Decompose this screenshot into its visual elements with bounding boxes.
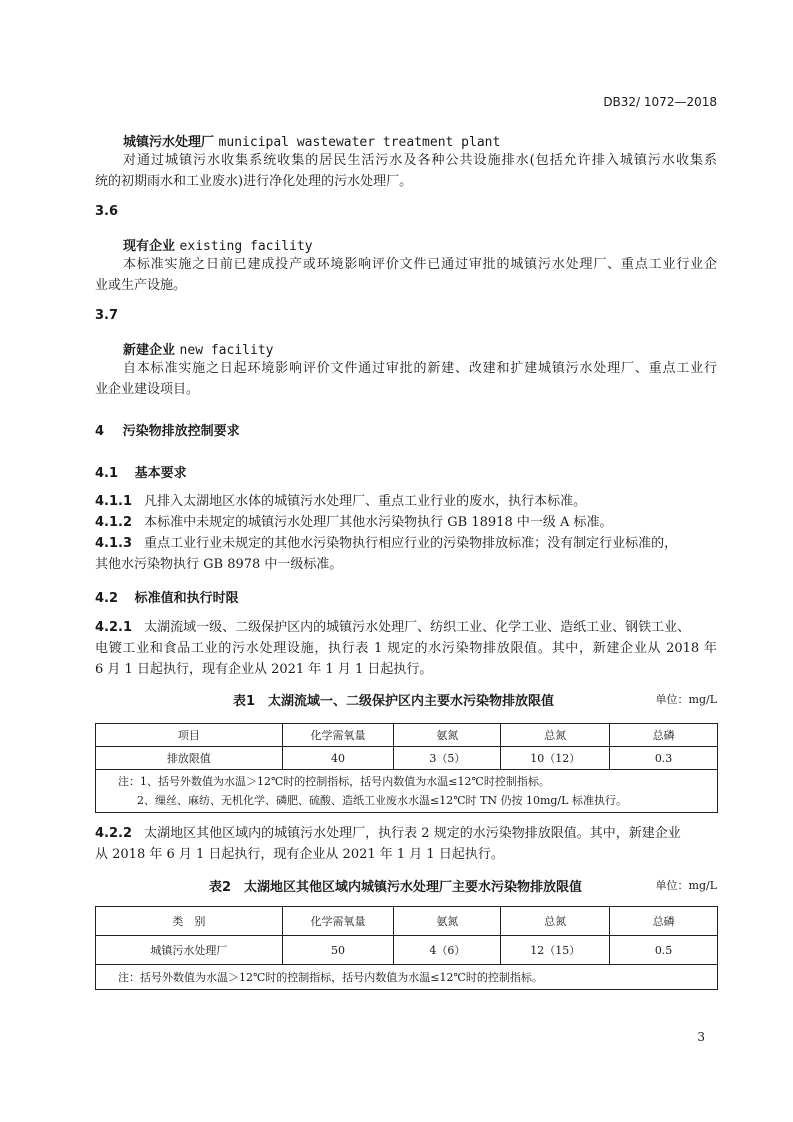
table-row bbox=[96, 747, 718, 770]
term-definition-line: 统的初期雨水和工业废水)进行净化处理的污水处理厂。 bbox=[95, 174, 413, 189]
table-header-cell: 总磷 bbox=[610, 724, 718, 747]
term-title-zh: 新建企业 bbox=[123, 343, 176, 358]
clause-text-line: 电镀工业和食品工业的污水处理设施，执行表 1 规定的水污染物排放限值。其中，新建企业从 2018 年 bbox=[95, 641, 717, 656]
table-cell: 4（6） bbox=[394, 936, 501, 965]
term-heading-existing-facility bbox=[123, 235, 313, 254]
term-title-zh: 城镇污水处理厂 bbox=[123, 135, 215, 150]
term-definition-line: 业企业建设项目。 bbox=[95, 382, 200, 397]
table-cell: 10（12） bbox=[501, 747, 610, 770]
clause-number: 3.7 bbox=[95, 308, 119, 323]
emission-limits-table-1 bbox=[95, 723, 718, 813]
table-header-cell: 总磷 bbox=[610, 907, 718, 936]
clause-paragraph bbox=[95, 617, 717, 638]
clause-text: 重点工业行业未规定的其他水污染物执行相应行业的污染物排放标准；没有制定行业标准的， bbox=[144, 536, 678, 551]
clause-text: 凡排入太湖地区水体的城镇污水处理厂、重点工业行业的废水，执行本标准。 bbox=[144, 494, 587, 509]
table-note-row bbox=[96, 965, 718, 990]
clause-text-line: 6 月 1 日起执行，现有企业从 2021 年 1 月 1 日起执行。 bbox=[95, 662, 433, 677]
table-cell: 40 bbox=[282, 747, 394, 770]
table-header-cell: 类 别 bbox=[96, 907, 283, 936]
clause-text-line: 从 2018 年 6 月 1 日起执行，现有企业从 2021 年 1 月 1 日起执行。 bbox=[95, 847, 504, 862]
table-cell: 城镇污水处理厂 bbox=[96, 936, 283, 965]
term-title-en: municipal wastewater treatment plant bbox=[218, 135, 501, 150]
table-header-cell: 化学需氧量 bbox=[282, 907, 394, 936]
term-title-en: new facility bbox=[179, 343, 274, 358]
clause-number: 4.1.1 bbox=[95, 494, 133, 509]
table-header-cell: 总氮 bbox=[501, 724, 610, 747]
subsection-heading bbox=[95, 462, 187, 481]
table-cell: 50 bbox=[282, 936, 394, 965]
term-definition-line: 业或生产设施。 bbox=[95, 278, 187, 293]
table-note: 注：括号外数值为水温＞12℃时的控制指标，括号内数值为水温≤12℃时的控制指标。 bbox=[96, 965, 718, 990]
table-header-cell: 氨氮 bbox=[394, 907, 501, 936]
clause-number: 4.1.3 bbox=[95, 536, 133, 551]
subsection-title: 标准值和执行时限 bbox=[134, 591, 239, 606]
term-title-zh: 现有企业 bbox=[123, 239, 176, 254]
section-number: 4 bbox=[95, 424, 105, 439]
section-heading bbox=[95, 420, 240, 439]
table-header-cell: 氨氮 bbox=[394, 724, 501, 747]
table-cell: 3（5） bbox=[394, 747, 501, 770]
clause-number: 4.1.2 bbox=[95, 515, 133, 530]
clause-text: 太湖流域一级、二级保护区内的城镇污水处理厂、纺织工业、化学工业、造纸工业、钢铁工业、 bbox=[144, 620, 691, 635]
clause-number: 4.2.1 bbox=[95, 620, 133, 635]
table-note-line: 2、缫丝、麻纺、无机化学、磷肥、硫酸、造纸工业废水水温≤12℃时 TN 仍按 10mg/L 标准执行。 bbox=[137, 794, 627, 807]
term-definition-line: 对通过城镇污水收集系统收集的居民生活污水及各种公共设施排水(包括允许排入城镇污水收集系 bbox=[123, 153, 717, 168]
term-title-en: existing facility bbox=[179, 239, 313, 254]
table-header-cell: 项目 bbox=[96, 724, 283, 747]
clause-paragraph bbox=[95, 823, 717, 844]
table-note-row bbox=[96, 770, 718, 813]
term-definition-line: 本标准实施之日前已建成投产或环境影响评价文件已通过审批的城镇污水处理厂、重点工业行业企 bbox=[123, 257, 717, 272]
table-cell: 0.5 bbox=[610, 936, 718, 965]
table-header-cell: 化学需氧量 bbox=[282, 724, 394, 747]
term-heading-municipal-plant bbox=[123, 131, 500, 150]
table-cell: 12（15） bbox=[501, 936, 610, 965]
table-unit: 单位：mg/L bbox=[655, 879, 717, 892]
clause-number: 3.6 bbox=[95, 204, 119, 219]
table-unit: 单位：mg/L bbox=[655, 693, 717, 706]
subsection-number: 4.1 bbox=[95, 466, 119, 481]
clause-paragraph bbox=[95, 533, 717, 554]
table-header-cell: 总氮 bbox=[501, 907, 610, 936]
table-header-row bbox=[96, 907, 718, 936]
page-number: 3 bbox=[697, 1030, 705, 1044]
table-cell: 0.3 bbox=[610, 747, 718, 770]
table-cell: 排放限值 bbox=[96, 747, 283, 770]
table-caption: 表1 太湖流域一、二级保护区内主要水污染物排放限值 bbox=[233, 694, 555, 709]
table-header-row bbox=[96, 724, 718, 747]
emission-limits-table-2 bbox=[95, 906, 718, 990]
section-title: 污染物排放控制要求 bbox=[122, 424, 240, 439]
subsection-heading bbox=[95, 587, 239, 606]
term-heading-new-facility bbox=[123, 339, 273, 358]
clause-text: 本标准中未规定的城镇污水处理厂其他水污染物执行 GB 18918 中一级 A 标准。 bbox=[144, 515, 613, 530]
term-definition-line: 自本标准实施之日起环境影响评价文件通过审批的新建、改建和扩建城镇污水处理厂、重点工业行 bbox=[123, 361, 717, 376]
subsection-title: 基本要求 bbox=[134, 466, 187, 481]
subsection-number: 4.2 bbox=[95, 591, 119, 606]
clause-text-line: 其他水污染物执行 GB 8978 中一级标准。 bbox=[95, 557, 343, 572]
clause-text: 太湖地区其他区域内的城镇污水处理厂，执行表 2 规定的水污染物排放限值。其中，新建企业 bbox=[144, 826, 681, 841]
doc-code: DB32/ 1072—2018 bbox=[603, 95, 717, 109]
table-note-line: 注：1、括号外数值为水温＞12℃时的控制指标，括号内数值为水温≤12℃时控制指标。 bbox=[118, 775, 550, 788]
table-note bbox=[96, 770, 718, 813]
clause-number: 4.2.2 bbox=[95, 826, 133, 841]
clause-paragraph bbox=[95, 491, 586, 512]
clause-paragraph bbox=[95, 512, 613, 533]
table-row bbox=[96, 936, 718, 965]
table-caption: 表2 太湖地区其他区域内城镇污水处理厂主要水污染物排放限值 bbox=[209, 880, 583, 895]
